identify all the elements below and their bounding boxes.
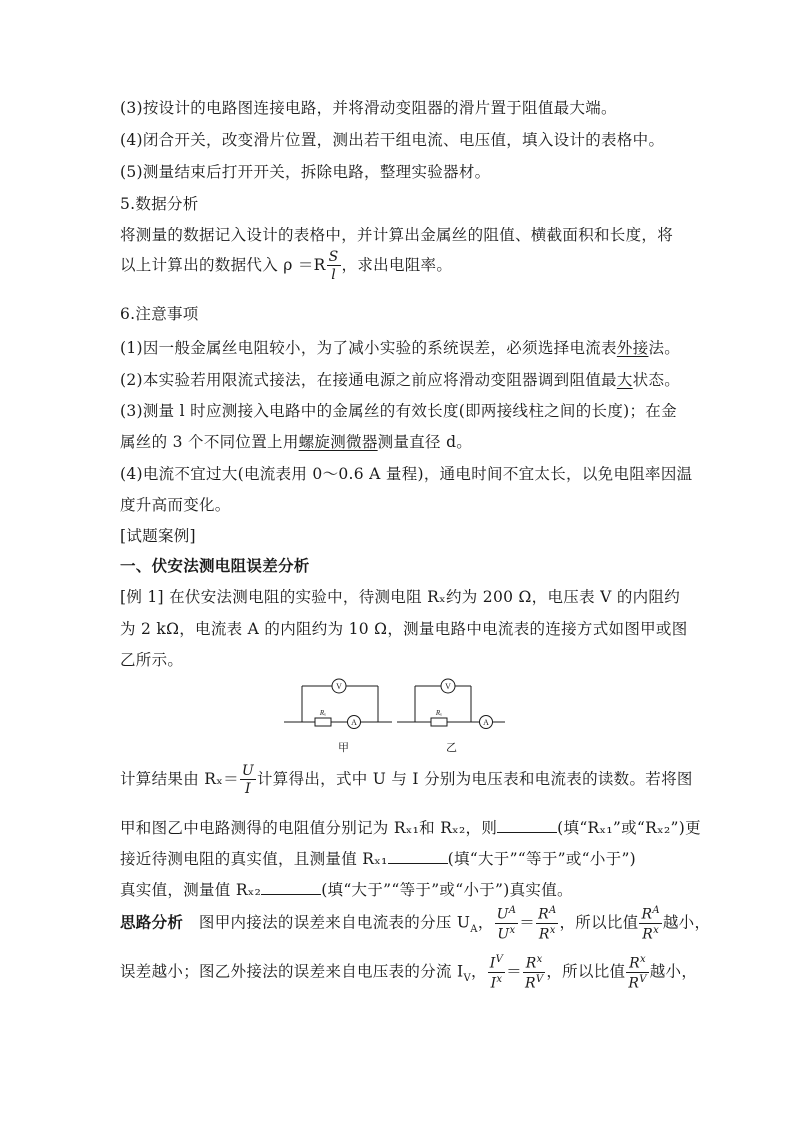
cases-subheading: 一、伏安法测电阻误差分析	[120, 556, 310, 575]
section6-heading: 6.注意事项	[120, 305, 199, 323]
f2b-den: R	[642, 926, 654, 943]
f3-den-sup: x	[496, 973, 503, 985]
resistor-label-jia: Rₓ	[319, 709, 327, 717]
f4b-num-sup: x	[640, 954, 646, 965]
f1-num-sup: A	[508, 905, 517, 916]
question-line4	[120, 878, 573, 900]
section5-line2-post: ，求出电阻率。	[341, 256, 453, 274]
note-1-end: 法。	[648, 339, 681, 357]
analysis-label: 思路分析	[120, 912, 184, 932]
f2-num-sup: A	[548, 905, 557, 916]
note-3b-text: 属丝的 3 个不同位置上用	[120, 433, 299, 451]
f4b-num: R	[629, 955, 640, 972]
question-line1-pre: 计算结果由 Rₓ＝	[120, 770, 239, 788]
ra-rx-ratio	[639, 906, 661, 941]
answer-blank-2[interactable]	[388, 849, 448, 864]
rx-rv-fraction	[523, 955, 545, 990]
question-line2-post: (填“Rₓ₁”或“Rₓ₂”)更	[557, 819, 701, 837]
analysis-line1: 思路分析 图甲内接法的误差来自电流表的分压 $U_A$， $\frac{U^A}{U^x}$ ＝ $\frac{R^A}{R^x}$ ，所以比值 $\frac{R^A}{R^x}$ 越小，	[120, 905, 711, 943]
f2-den: R	[538, 926, 550, 943]
q-frac-numerator: U	[241, 763, 254, 779]
f2b-num: R	[641, 906, 653, 923]
section5-line2-pre: 以上计算出的数据代入 ρ ＝R	[120, 256, 326, 274]
caption-jia: 甲	[338, 741, 349, 754]
note-3b	[120, 430, 472, 452]
note-4a: (4)电流不宜过大(电流表用 0～0.6 A 量程)，通电时间不宜太长，以免电阻率因温	[120, 465, 693, 483]
resistance-fraction	[240, 764, 256, 796]
f3-num-sup: V	[495, 954, 504, 965]
analysis-line2-sub: V	[463, 972, 471, 984]
note-2-underlined: 大	[616, 371, 633, 389]
f2b-num-sup: A	[652, 905, 660, 916]
ra-rx-fraction	[536, 906, 558, 941]
answer-blank-3[interactable]	[261, 880, 321, 895]
section5-heading: 5.数据分析	[120, 195, 199, 213]
question-line2-pre: 甲和图乙中电路测得的电阻值分别记为 Rₓ₁和 Rₓ₂，则	[120, 819, 498, 837]
resistivity-fraction	[327, 250, 341, 282]
note-3a: (3)测量 l 时应测接入电路中的金属丝的有效长度(即两接线柱之间的长度)；在金	[120, 402, 677, 420]
voltmeter-label-yi: V	[445, 682, 451, 691]
analysis-line1-text: 图甲内接法的误差来自电流表的分压 U	[198, 913, 471, 932]
cases-heading: [试题案例]	[120, 527, 196, 545]
ammeter-label-jia: A	[351, 718, 357, 727]
section5-line1: 将测量的数据记入设计的表格中，并计算出金属丝的阻值、横截面积和长度，将	[120, 226, 674, 244]
ammeter-label-yi: A	[483, 718, 489, 727]
section5-line2	[120, 250, 452, 282]
f4b-den: R	[628, 975, 640, 992]
example-line2: 为 2 kΩ，电流表 A 的内阻约为 10 Ω，测量电路中电流表的连接方式如图甲或图	[120, 620, 688, 638]
question-line3-post: (填“大于”“等于”或“小于”)	[447, 850, 637, 868]
f2-num: R	[538, 906, 549, 923]
resistor-label-yi: Rₓ	[435, 709, 443, 717]
step-5: (5)测量结束后打开开关，拆除电路，整理实验器材。	[120, 163, 491, 181]
note-3b-end: 测量直径 d。	[377, 433, 473, 451]
circuit-diagram-jia	[284, 674, 399, 736]
example-line1: [例 1] 在伏安法测电阻的实验中，待测电阻 Rₓ约为 200 Ω，电压表 V 的内阻约	[120, 588, 681, 606]
question-line1	[120, 764, 693, 796]
f3-num: I	[489, 955, 496, 972]
analysis-line2: 误差越小；图乙外接法的误差来自电压表的分流 $I_V$， $\frac{I^V}{I^x}$ ＝ $\frac{R^x}{R^V}$ ，所以比值 $\frac{R^x}{R^V}$ 越小，	[120, 954, 698, 992]
f4b-den-sup: V	[639, 973, 647, 985]
question-line4-post: (填“大于”“等于”或“小于”)真实值。	[321, 881, 573, 899]
analysis-line1-mid: ，所以比值	[559, 913, 639, 932]
question-line2	[120, 816, 701, 838]
answer-blank-1[interactable]	[497, 818, 557, 833]
question-line3	[120, 847, 636, 869]
step-3: (3)按设计的电路图连接电路，并将滑动变阻器的滑片置于阻值最大端。	[120, 99, 617, 117]
f2-den-sup: x	[549, 924, 556, 936]
iv-ix-fraction	[488, 955, 505, 990]
analysis-line2-mid: ，所以比值	[546, 962, 626, 981]
analysis-line2-end: 越小，	[649, 962, 698, 981]
ua-ux-fraction	[495, 906, 519, 941]
note-2-end: 状态。	[632, 371, 681, 389]
f4-den-sup: V	[535, 973, 544, 985]
f1-num: U	[496, 906, 509, 923]
f4-den: R	[524, 975, 536, 992]
voltmeter-label-jia: V	[336, 682, 342, 691]
f2b-den-sup: x	[653, 924, 660, 936]
note-1	[120, 336, 680, 358]
rx-rv-ratio	[626, 955, 648, 990]
note-4b: 度升高而变化。	[120, 496, 231, 514]
note-2	[120, 368, 680, 390]
note-1-text: (1)因一般金属丝电阻较小，为了减小实验的系统误差，必须选择电流表	[120, 339, 617, 357]
q-frac-denominator: I	[245, 781, 251, 797]
analysis-line2-text: 误差越小；图乙外接法的误差来自电压表的分流 I	[120, 962, 464, 981]
question-line4-pre: 真实值，测量值 Rₓ₂	[120, 881, 262, 899]
note-2-text: (2)本实验若用限流式接法，在接通电源之前应将滑动变阻器调到阻值最	[120, 371, 617, 389]
example-line3: 乙所示。	[120, 651, 184, 669]
note-3b-underlined: 螺旋测微器	[298, 433, 378, 451]
f1-den-sup: x	[509, 924, 516, 936]
question-line1-post: 计算得出，式中 U 与 I 分别为电压表和电流表的读数。若将图	[256, 770, 693, 788]
step-4: (4)闭合开关，改变滑片位置，测出若干组电流、电压值，填入设计的表格中。	[120, 131, 665, 149]
frac-denominator: l	[331, 267, 336, 283]
circuit-diagram-yi	[397, 674, 512, 736]
analysis-line1-end: 越小，	[662, 913, 711, 932]
frac-numerator: S	[328, 249, 339, 265]
f4-num: R	[525, 955, 537, 972]
note-1-underlined: 外接	[616, 339, 649, 357]
f1-den: U	[497, 926, 510, 943]
caption-yi: 乙	[446, 741, 457, 754]
analysis-line1-sub: A	[470, 923, 478, 935]
f3-den: I	[490, 975, 497, 992]
question-line3-pre: 接近待测电阻的真实值，且测量值 Rₓ₁	[120, 850, 388, 868]
f4-num-sup: x	[536, 954, 543, 965]
